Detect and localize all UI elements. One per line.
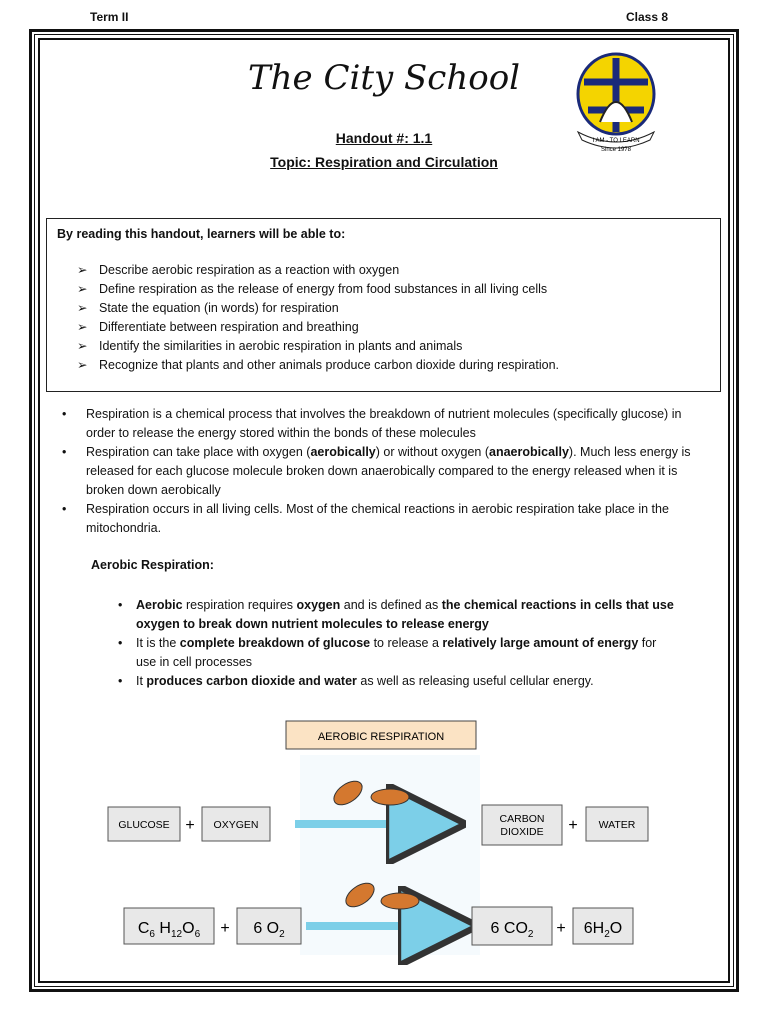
logo-motto: I AM - TO LEARN: [592, 138, 640, 144]
water-label: WATER: [598, 819, 636, 831]
arrowhead-bullet-icon: ➢: [77, 282, 88, 296]
objective-item: ➢ Define respiration as the release of energy from food substances in all living cells: [77, 280, 559, 299]
oxygen-label: OXYGEN: [213, 819, 259, 831]
glucose-label: GLUCOSE: [118, 819, 170, 831]
intro-bullet-list: [60, 405, 700, 538]
diagram-title: AEROBIC RESPIRATION: [317, 731, 445, 743]
objectives-list: [77, 261, 559, 375]
plus-sign: +: [185, 817, 195, 834]
objectives-intro: By reading this handout, learners will be able to:: [57, 227, 346, 241]
bullet-item: • Respiration occurs in all living cells. Most of the chemical reactions in aerobic respiration take place in the mitochondria.: [60, 500, 700, 538]
objective-item: ➢ Describe aerobic respiration as a reaction with oxygen: [77, 261, 559, 280]
aerobic-respiration-diagram: [90, 715, 690, 965]
objectives-box: [46, 218, 721, 392]
arrowhead-bullet-icon: ➢: [77, 339, 88, 353]
objective-item: ➢ Differentiate between respiration and breathing: [77, 318, 559, 337]
plus-sign: +: [568, 817, 578, 834]
carbon-dioxide-box: [482, 805, 562, 845]
handout-number: Handout #: 1.1: [335, 130, 433, 146]
dioxide-label: DIOXIDE: [500, 826, 544, 838]
water-formula: $6H_2O$: [583, 920, 623, 940]
co2-formula: 6 $CO_2$: [490, 920, 534, 940]
bullet-item: • It produces carbon dioxide and water as well as releasing useful cellular energy.: [116, 672, 676, 691]
bullet-item: • Respiration is a chemical process that involves the breakdown of nutrient molecules (specifically glucose) in order to release the energy stored within the bonds of these molecules: [60, 405, 700, 443]
aerobic-bullet-list: [116, 596, 676, 691]
bullet-item: • Respiration can take place with oxygen (aerobically) or without oxygen (anaerobically). Much less energy is released for each glucose molecule broken down anaerobically compared to the energy released when it is broken down aerobically: [60, 443, 700, 500]
glucose-formula: $C_6$ $H_{12}O_6$: [137, 920, 201, 940]
objective-item: ➢ State the equation (in words) for respiration: [77, 299, 559, 318]
plus-sign: +: [556, 920, 566, 937]
class-label: Class 8: [625, 10, 668, 24]
arrowhead-bullet-icon: ➢: [77, 320, 88, 334]
arrowhead-bullet-icon: ➢: [77, 358, 88, 372]
objective-item: ➢ Identify the similarities in aerobic respiration in plants and animals: [77, 337, 559, 356]
section-heading-aerobic: Aerobic Respiration:: [91, 558, 214, 572]
school-logo: [570, 52, 662, 152]
carbon-label: CARBON: [499, 813, 545, 825]
plus-sign: +: [220, 920, 230, 937]
oxygen-formula: 6 $O_2$: [253, 920, 285, 940]
school-name: The City School: [247, 58, 521, 98]
arrowhead-bullet-icon: ➢: [77, 263, 88, 277]
logo-since: Since 1978: [600, 147, 632, 152]
arrowhead-bullet-icon: ➢: [77, 301, 88, 315]
bullet-item: • It is the complete breakdown of glucose to release a relatively large amount of energy for use in cell processes: [116, 634, 676, 672]
objective-item: ➢ Recognize that plants and other animals produce carbon dioxide during respiration.: [77, 356, 559, 375]
bullet-item: • Aerobic respiration requires oxygen and is defined as the chemical reactions in cells that use oxygen to break down nutrient molecules to release energy: [116, 596, 676, 634]
term-label: Term II: [90, 10, 129, 24]
handout-topic: Topic: Respiration and Circulation: [270, 154, 498, 170]
